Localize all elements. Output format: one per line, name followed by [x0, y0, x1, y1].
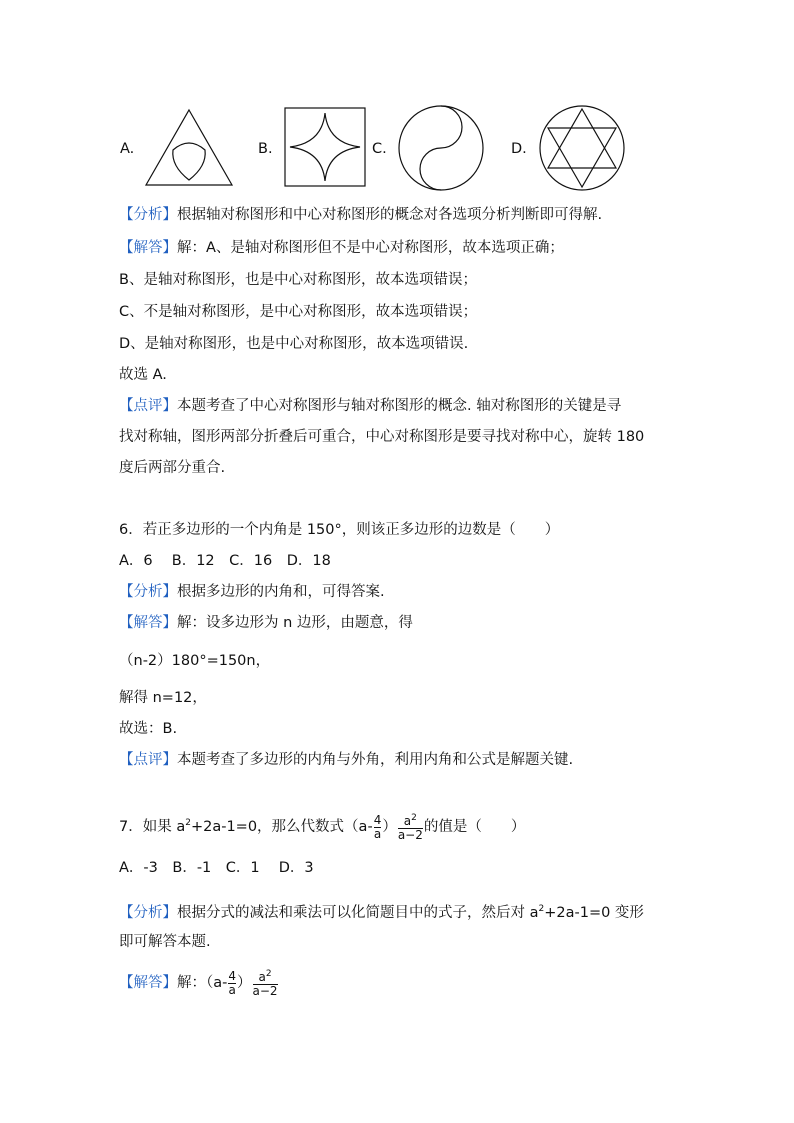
analysis-tag: 【分析】 [119, 904, 177, 921]
yin-yang-figure [395, 104, 487, 192]
q5-answer: 【解答】解：A、是轴对称图形但不是中心对称图形，故本选项正确； [119, 240, 564, 256]
q6-choose: 故选：B. [119, 721, 178, 737]
q6-solve: 解得 n=12， [119, 690, 207, 706]
q7-answer: 【解答】解：（a- $\frac{4}{a}$ ） $\frac{a^2}{a-2}$ [119, 968, 278, 998]
q5-analysis: 【分析】根据轴对称图形和中心对称图形的概念对各选项分析判断即可得解. [119, 207, 603, 223]
comment-tag: 【点评】 [119, 752, 177, 768]
q7-options: A．-3 B．-1 C．1 D．3 [119, 860, 314, 876]
option-a-label: A. [120, 141, 135, 157]
q5-choose: 故选 A. [119, 367, 167, 383]
q7-analysis: 【分析】根据分式的减法和乘法可以化简题目中的式子，然后对 $a^2+2a-1=0$ 变形 [119, 904, 644, 921]
q6-comment: 【点评】本题考查了多边形的内角与外角，利用内角和公式是解题关键. [119, 752, 574, 768]
fraction-4-over-a: $\frac{4}{a}$ [373, 812, 382, 841]
q5-comment-2: 找对称轴，图形两部分折叠后可重合，中心对称图形是要寻找对称中心，旋转 180 [119, 429, 645, 445]
q5-comment: 【点评】本题考查了中心对称图形与轴对称图形的概念. 轴对称图形的关键是寻 [119, 398, 622, 414]
q6-question: 6．若正多边形的一个内角是 150°，则该正多边形的边数是（ ） [119, 522, 560, 538]
option-b-label: B. [258, 141, 273, 157]
triangle-reuleaux-figure [143, 108, 235, 188]
answer-tag: 【解答】 [119, 240, 177, 256]
option-c-label: C. [372, 141, 387, 157]
q6-options: A．6 B．12 C．16 D．18 [119, 553, 331, 569]
fraction-a2-over-a-2: $\frac{a^2}{a-2}$ [397, 813, 423, 842]
analysis-tag: 【分析】 [119, 584, 177, 600]
square-star-figure [284, 107, 366, 187]
q6-equation: （n-2）180°=150n， [119, 653, 271, 669]
analysis-tag: 【分析】 [119, 207, 177, 223]
fraction-a2-over-a-2: $\frac{a^2}{a-2}$ [252, 969, 278, 998]
q5-comment-3: 度后两部分重合. [119, 460, 226, 476]
answer-tag: 【解答】 [119, 975, 177, 991]
fraction-4-over-a: $\frac{4}{a}$ [228, 968, 237, 997]
q7-analysis-2: 即可解答本题. [119, 934, 211, 950]
q6-analysis: 【分析】根据多边形的内角和，可得答案. [119, 584, 385, 600]
q5-answer-d: D、是轴对称图形，也是中心对称图形，故本选项错误. [119, 336, 469, 352]
star-of-david-figure [536, 104, 628, 192]
q5-answer-c: C、不是轴对称图形，是中心对称图形，故本选项错误； [119, 304, 478, 320]
option-d-label: D. [511, 141, 527, 157]
answer-tag: 【解答】 [119, 615, 177, 631]
q7-question: 7．如果 $a^2+2a-1=0$，那么代数式（a- $\frac{4}{a}$ ） $\frac{a^2}{a-2}$ 的值是（ ） [119, 812, 526, 842]
q5-answer-b: B、是轴对称图形，也是中心对称图形，故本选项错误； [119, 272, 477, 288]
comment-tag: 【点评】 [119, 398, 177, 414]
q6-answer: 【解答】解：设多边形为 n 边形，由题意，得 [119, 615, 413, 631]
